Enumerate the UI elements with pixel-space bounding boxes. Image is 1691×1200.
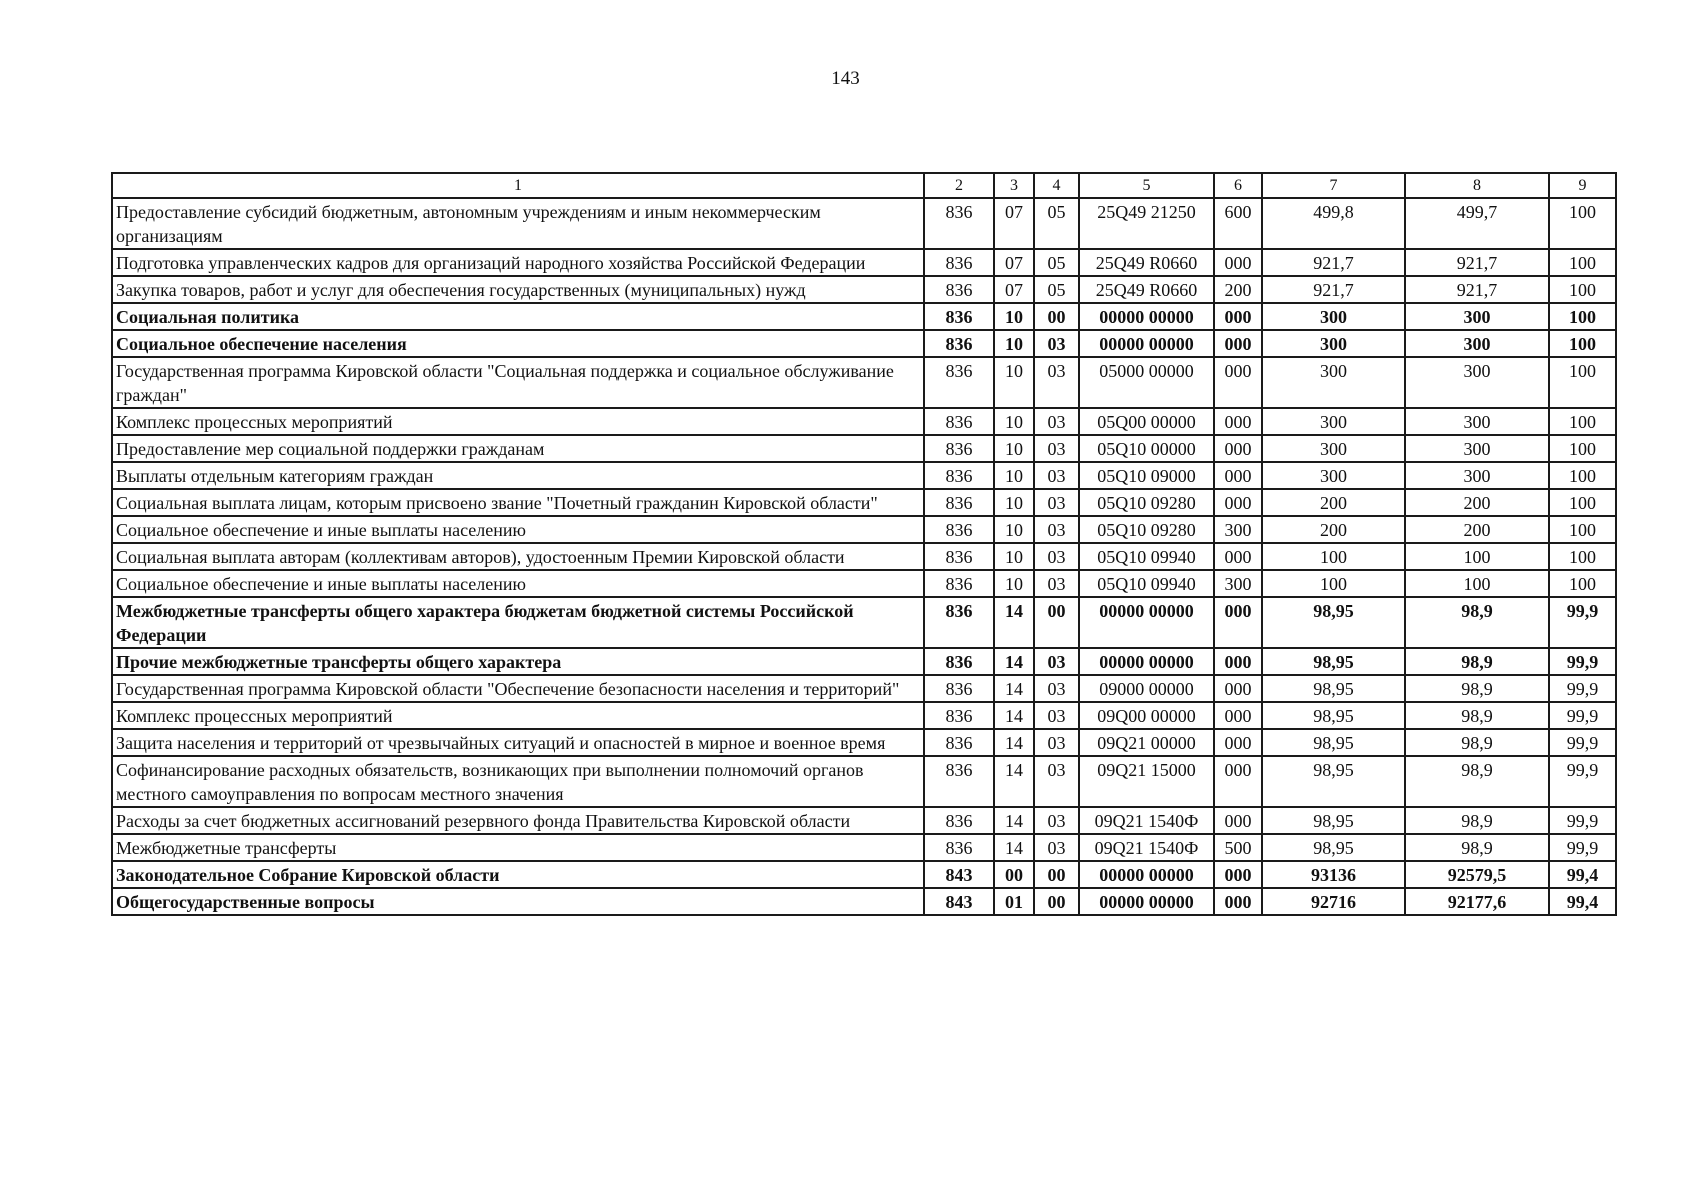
- row-description: Социальная политика: [112, 303, 924, 330]
- cell-col-8: 300: [1405, 462, 1549, 489]
- cell-col-3: 10: [994, 543, 1034, 570]
- cell-col-7: 100: [1262, 570, 1405, 597]
- table-row: [112, 543, 1616, 570]
- column-header-1: 1: [112, 173, 924, 198]
- cell-col-4: 00: [1034, 303, 1079, 330]
- cell-col-7: 300: [1262, 435, 1405, 462]
- cell-col-7: 200: [1262, 489, 1405, 516]
- cell-col-8: 300: [1405, 303, 1549, 330]
- cell-col-5: 09Q21 00000: [1079, 729, 1214, 756]
- cell-col-3: 14: [994, 702, 1034, 729]
- cell-col-2: 836: [924, 276, 994, 303]
- cell-col-7: 300: [1262, 303, 1405, 330]
- cell-col-5: 00000 00000: [1079, 861, 1214, 888]
- cell-col-6: 000: [1214, 756, 1262, 807]
- cell-col-8: 100: [1405, 543, 1549, 570]
- table-row: [112, 408, 1616, 435]
- cell-col-9: 99,9: [1549, 756, 1616, 807]
- cell-col-2: 836: [924, 543, 994, 570]
- column-header-6: 6: [1214, 173, 1262, 198]
- cell-col-3: 14: [994, 648, 1034, 675]
- cell-col-4: 05: [1034, 249, 1079, 276]
- cell-col-5: 05000 00000: [1079, 357, 1214, 408]
- cell-col-9: 99,4: [1549, 888, 1616, 915]
- cell-col-8: 499,7: [1405, 198, 1549, 249]
- cell-col-9: 100: [1549, 516, 1616, 543]
- cell-col-7: 921,7: [1262, 249, 1405, 276]
- cell-col-7: 98,95: [1262, 834, 1405, 861]
- cell-col-3: 10: [994, 489, 1034, 516]
- column-header-7: 7: [1262, 173, 1405, 198]
- cell-col-7: 300: [1262, 330, 1405, 357]
- row-description: Социальное обеспечение и иные выплаты населению: [112, 516, 924, 543]
- cell-col-6: 000: [1214, 729, 1262, 756]
- row-description: Законодательное Собрание Кировской области: [112, 861, 924, 888]
- table-row: [112, 303, 1616, 330]
- cell-col-8: 300: [1405, 408, 1549, 435]
- cell-col-2: 836: [924, 198, 994, 249]
- cell-col-5: 00000 00000: [1079, 303, 1214, 330]
- cell-col-3: 14: [994, 597, 1034, 648]
- cell-col-5: 25Q49 21250: [1079, 198, 1214, 249]
- table-row: [112, 516, 1616, 543]
- table-row: [112, 462, 1616, 489]
- cell-col-2: 836: [924, 249, 994, 276]
- cell-col-2: 836: [924, 597, 994, 648]
- cell-col-8: 200: [1405, 516, 1549, 543]
- cell-col-8: 98,9: [1405, 807, 1549, 834]
- cell-col-4: 03: [1034, 702, 1079, 729]
- cell-col-2: 836: [924, 516, 994, 543]
- cell-col-3: 10: [994, 330, 1034, 357]
- cell-col-3: 07: [994, 276, 1034, 303]
- cell-col-3: 14: [994, 807, 1034, 834]
- cell-col-6: 000: [1214, 408, 1262, 435]
- cell-col-9: 100: [1549, 408, 1616, 435]
- cell-col-4: 03: [1034, 756, 1079, 807]
- row-description: Социальное обеспечение и иные выплаты населению: [112, 570, 924, 597]
- cell-col-7: 93136: [1262, 861, 1405, 888]
- cell-col-6: 000: [1214, 675, 1262, 702]
- cell-col-4: 03: [1034, 408, 1079, 435]
- cell-col-6: 000: [1214, 861, 1262, 888]
- cell-col-5: 05Q10 09940: [1079, 570, 1214, 597]
- cell-col-9: 99,9: [1549, 648, 1616, 675]
- cell-col-6: 000: [1214, 888, 1262, 915]
- row-description: Комплекс процессных мероприятий: [112, 702, 924, 729]
- column-header-8: 8: [1405, 173, 1549, 198]
- cell-col-3: 10: [994, 570, 1034, 597]
- cell-col-7: 98,95: [1262, 675, 1405, 702]
- cell-col-6: 000: [1214, 489, 1262, 516]
- cell-col-4: 03: [1034, 516, 1079, 543]
- cell-col-5: 05Q10 09280: [1079, 489, 1214, 516]
- cell-col-6: 300: [1214, 516, 1262, 543]
- column-header-3: 3: [994, 173, 1034, 198]
- cell-col-7: 499,8: [1262, 198, 1405, 249]
- cell-col-2: 836: [924, 330, 994, 357]
- cell-col-5: 05Q10 00000: [1079, 435, 1214, 462]
- cell-col-4: 00: [1034, 861, 1079, 888]
- cell-col-4: 03: [1034, 570, 1079, 597]
- cell-col-5: 25Q49 R0660: [1079, 249, 1214, 276]
- cell-col-9: 100: [1549, 330, 1616, 357]
- table-row: [112, 435, 1616, 462]
- cell-col-6: 000: [1214, 462, 1262, 489]
- row-description: Расходы за счет бюджетных ассигнований резервного фонда Правительства Кировской области: [112, 807, 924, 834]
- cell-col-2: 836: [924, 462, 994, 489]
- table-row: [112, 702, 1616, 729]
- cell-col-2: 836: [924, 702, 994, 729]
- cell-col-6: 000: [1214, 435, 1262, 462]
- row-description: Общегосударственные вопросы: [112, 888, 924, 915]
- cell-col-3: 10: [994, 357, 1034, 408]
- cell-col-2: 836: [924, 357, 994, 408]
- row-description: Софинансирование расходных обязательств, возникающих при выполнении полномочий органов местного самоуправления по вопросам местного значения: [112, 756, 924, 807]
- row-description: Комплекс процессных мероприятий: [112, 408, 924, 435]
- cell-col-4: 05: [1034, 276, 1079, 303]
- cell-col-6: 500: [1214, 834, 1262, 861]
- row-description: Предоставление мер социальной поддержки гражданам: [112, 435, 924, 462]
- column-header-5: 5: [1079, 173, 1214, 198]
- column-header-4: 4: [1034, 173, 1079, 198]
- cell-col-2: 836: [924, 570, 994, 597]
- cell-col-4: 03: [1034, 435, 1079, 462]
- cell-col-5: 05Q00 00000: [1079, 408, 1214, 435]
- cell-col-6: 000: [1214, 702, 1262, 729]
- cell-col-7: 98,95: [1262, 597, 1405, 648]
- cell-col-7: 300: [1262, 408, 1405, 435]
- cell-col-9: 99,9: [1549, 702, 1616, 729]
- table-row: [112, 276, 1616, 303]
- cell-col-9: 100: [1549, 435, 1616, 462]
- row-description: Межбюджетные трансферты общего характера бюджетам бюджетной системы Российской Федерации: [112, 597, 924, 648]
- cell-col-2: 836: [924, 756, 994, 807]
- cell-col-9: 100: [1549, 543, 1616, 570]
- cell-col-9: 99,9: [1549, 729, 1616, 756]
- cell-col-2: 836: [924, 729, 994, 756]
- cell-col-8: 98,9: [1405, 729, 1549, 756]
- table-row: [112, 357, 1616, 408]
- table-row: [112, 198, 1616, 249]
- cell-col-9: 100: [1549, 570, 1616, 597]
- cell-col-9: 99,9: [1549, 675, 1616, 702]
- cell-col-4: 03: [1034, 330, 1079, 357]
- row-description: Защита населения и территорий от чрезвычайных ситуаций и опасностей в мирное и военное время: [112, 729, 924, 756]
- cell-col-5: 00000 00000: [1079, 888, 1214, 915]
- cell-col-4: 03: [1034, 834, 1079, 861]
- cell-col-2: 836: [924, 675, 994, 702]
- cell-col-5: 05Q10 09940: [1079, 543, 1214, 570]
- row-description: Социальная выплата лицам, которым присвоено звание "Почетный гражданин Кировской области": [112, 489, 924, 516]
- cell-col-6: 000: [1214, 303, 1262, 330]
- cell-col-2: 836: [924, 489, 994, 516]
- table-row: [112, 756, 1616, 807]
- cell-col-3: 07: [994, 198, 1034, 249]
- cell-col-8: 98,9: [1405, 675, 1549, 702]
- cell-col-6: 000: [1214, 648, 1262, 675]
- column-header-2: 2: [924, 173, 994, 198]
- cell-col-7: 98,95: [1262, 702, 1405, 729]
- cell-col-4: 03: [1034, 729, 1079, 756]
- row-description: Прочие межбюджетные трансферты общего характера: [112, 648, 924, 675]
- cell-col-9: 100: [1549, 198, 1616, 249]
- cell-col-9: 99,4: [1549, 861, 1616, 888]
- cell-col-7: 98,95: [1262, 807, 1405, 834]
- cell-col-2: 836: [924, 303, 994, 330]
- cell-col-7: 98,95: [1262, 648, 1405, 675]
- cell-col-2: 836: [924, 648, 994, 675]
- cell-col-4: 03: [1034, 462, 1079, 489]
- table-row: [112, 888, 1616, 915]
- table-row: [112, 807, 1616, 834]
- cell-col-8: 98,9: [1405, 756, 1549, 807]
- cell-col-8: 100: [1405, 570, 1549, 597]
- cell-col-5: 09000 00000: [1079, 675, 1214, 702]
- cell-col-5: 00000 00000: [1079, 330, 1214, 357]
- cell-col-5: 09Q21 1540Ф: [1079, 807, 1214, 834]
- row-description: Подготовка управленческих кадров для организаций народного хозяйства Российской Федерации: [112, 249, 924, 276]
- table-row: [112, 249, 1616, 276]
- cell-col-5: 05Q10 09000: [1079, 462, 1214, 489]
- cell-col-2: 836: [924, 834, 994, 861]
- table-row: [112, 834, 1616, 861]
- cell-col-7: 100: [1262, 543, 1405, 570]
- cell-col-6: 000: [1214, 330, 1262, 357]
- cell-col-5: 09Q00 00000: [1079, 702, 1214, 729]
- cell-col-5: 05Q10 09280: [1079, 516, 1214, 543]
- cell-col-4: 03: [1034, 543, 1079, 570]
- cell-col-9: 99,9: [1549, 807, 1616, 834]
- table-row: [112, 597, 1616, 648]
- cell-col-4: 03: [1034, 357, 1079, 408]
- table-row: [112, 648, 1616, 675]
- cell-col-9: 100: [1549, 462, 1616, 489]
- cell-col-7: 200: [1262, 516, 1405, 543]
- cell-col-7: 98,95: [1262, 729, 1405, 756]
- cell-col-7: 92716: [1262, 888, 1405, 915]
- cell-col-3: 14: [994, 675, 1034, 702]
- cell-col-3: 07: [994, 249, 1034, 276]
- cell-col-8: 300: [1405, 330, 1549, 357]
- row-description: Предоставление субсидий бюджетным, автономным учреждениям и иным некоммерческим организациям: [112, 198, 924, 249]
- row-description: Государственная программа Кировской области "Социальная поддержка и социальное обслуживание граждан": [112, 357, 924, 408]
- cell-col-7: 921,7: [1262, 276, 1405, 303]
- cell-col-6: 000: [1214, 249, 1262, 276]
- cell-col-3: 10: [994, 408, 1034, 435]
- table-header-row: [112, 173, 1616, 198]
- cell-col-3: 10: [994, 516, 1034, 543]
- cell-col-3: 10: [994, 303, 1034, 330]
- page-number: 143: [831, 68, 860, 89]
- cell-col-6: 000: [1214, 597, 1262, 648]
- cell-col-5: 00000 00000: [1079, 597, 1214, 648]
- row-description: Закупка товаров, работ и услуг для обеспечения государственных (муниципальных) нужд: [112, 276, 924, 303]
- row-description: Социальная выплата авторам (коллективам авторов), удостоенным Премии Кировской области: [112, 543, 924, 570]
- cell-col-8: 98,9: [1405, 597, 1549, 648]
- column-header-9: 9: [1549, 173, 1616, 198]
- cell-col-8: 300: [1405, 357, 1549, 408]
- table-row: [112, 861, 1616, 888]
- cell-col-4: 00: [1034, 888, 1079, 915]
- cell-col-9: 99,9: [1549, 597, 1616, 648]
- cell-col-8: 98,9: [1405, 702, 1549, 729]
- cell-col-3: 10: [994, 435, 1034, 462]
- table-row: [112, 570, 1616, 597]
- cell-col-3: 01: [994, 888, 1034, 915]
- cell-col-8: 92579,5: [1405, 861, 1549, 888]
- cell-col-3: 10: [994, 462, 1034, 489]
- cell-col-2: 836: [924, 408, 994, 435]
- cell-col-2: 843: [924, 888, 994, 915]
- cell-col-3: 14: [994, 729, 1034, 756]
- table-row: [112, 675, 1616, 702]
- cell-col-3: 14: [994, 834, 1034, 861]
- table-row: [112, 489, 1616, 516]
- cell-col-6: 600: [1214, 198, 1262, 249]
- cell-col-9: 100: [1549, 276, 1616, 303]
- cell-col-4: 03: [1034, 489, 1079, 516]
- cell-col-8: 200: [1405, 489, 1549, 516]
- cell-col-9: 100: [1549, 489, 1616, 516]
- row-description: Межбюджетные трансферты: [112, 834, 924, 861]
- cell-col-4: 03: [1034, 807, 1079, 834]
- cell-col-8: 98,9: [1405, 834, 1549, 861]
- cell-col-6: 000: [1214, 357, 1262, 408]
- cell-col-8: 921,7: [1405, 276, 1549, 303]
- table-body: [112, 198, 1616, 915]
- budget-table: [111, 172, 1617, 916]
- cell-col-6: 000: [1214, 807, 1262, 834]
- cell-col-4: 00: [1034, 597, 1079, 648]
- cell-col-8: 921,7: [1405, 249, 1549, 276]
- row-description: Социальное обеспечение населения: [112, 330, 924, 357]
- cell-col-4: 03: [1034, 675, 1079, 702]
- cell-col-5: 09Q21 1540Ф: [1079, 834, 1214, 861]
- cell-col-9: 100: [1549, 357, 1616, 408]
- cell-col-3: 00: [994, 861, 1034, 888]
- row-description: Выплаты отдельным категориям граждан: [112, 462, 924, 489]
- cell-col-7: 98,95: [1262, 756, 1405, 807]
- cell-col-6: 200: [1214, 276, 1262, 303]
- cell-col-7: 300: [1262, 357, 1405, 408]
- cell-col-5: 00000 00000: [1079, 648, 1214, 675]
- cell-col-2: 843: [924, 861, 994, 888]
- table-row: [112, 729, 1616, 756]
- cell-col-2: 836: [924, 435, 994, 462]
- cell-col-5: 09Q21 15000: [1079, 756, 1214, 807]
- cell-col-7: 300: [1262, 462, 1405, 489]
- table-row: [112, 330, 1616, 357]
- cell-col-9: 100: [1549, 249, 1616, 276]
- row-description: Государственная программа Кировской области "Обеспечение безопасности населения и территорий": [112, 675, 924, 702]
- cell-col-5: 25Q49 R0660: [1079, 276, 1214, 303]
- cell-col-6: 000: [1214, 543, 1262, 570]
- cell-col-3: 14: [994, 756, 1034, 807]
- cell-col-4: 03: [1034, 648, 1079, 675]
- cell-col-8: 300: [1405, 435, 1549, 462]
- cell-col-4: 05: [1034, 198, 1079, 249]
- cell-col-8: 92177,6: [1405, 888, 1549, 915]
- cell-col-9: 100: [1549, 303, 1616, 330]
- cell-col-6: 300: [1214, 570, 1262, 597]
- cell-col-2: 836: [924, 807, 994, 834]
- cell-col-9: 99,9: [1549, 834, 1616, 861]
- cell-col-8: 98,9: [1405, 648, 1549, 675]
